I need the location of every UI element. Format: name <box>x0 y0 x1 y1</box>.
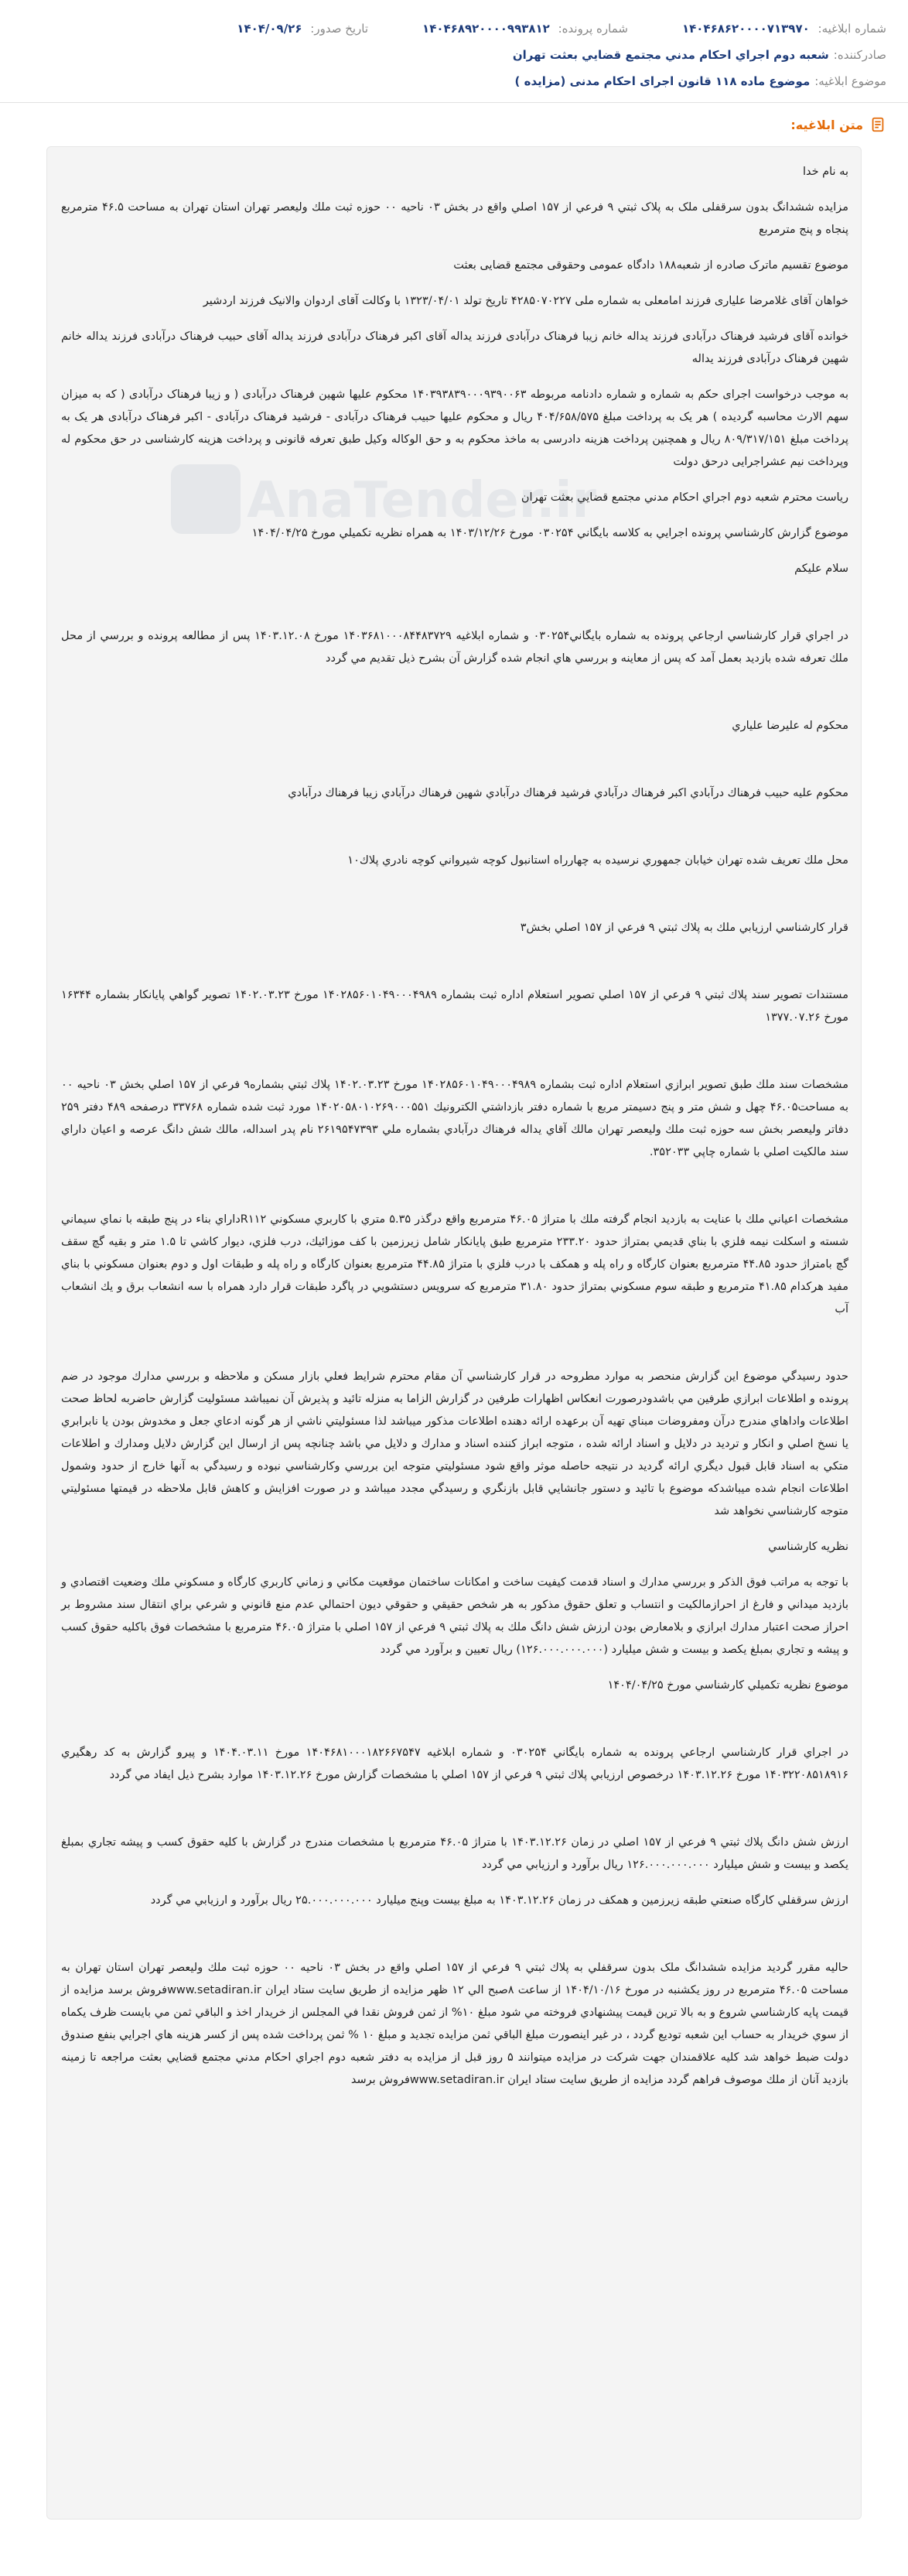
paragraph: ارزش شش دانگ پلاك ثبتي ۹ فرعي از ۱۵۷ اصلي در زمان ۱۴۰۳.۱۲.۲۶ با متراژ ۴۶.۰۵ مترمربع با مشخصات مندرج در گزارش با كليه حقوق كسب و پيشه تجاري بمبلغ يكصد و بيست و شش ميليارد ۱۲۶.۰۰۰.۰۰۰.۰۰۰ ريال برآورد و ارزيابي مي گردد <box>61 1836 848 1871</box>
issuer-row: صادرکننده: شعبه دوم اجراي احكام مدني مجتمع قضايي بعثت تهران <box>512 48 886 62</box>
notice-text-heading <box>0 103 908 146</box>
notice-number: شماره ابلاغیه: ۱۴۰۴۶۸۶۲۰۰۰۰۷۱۳۹۷۰ <box>681 22 886 36</box>
paragraph: محل ملك تعريف شده تهران خيابان جمهوري نرسيده به چهارراه استانبول كوچه شيرواني كوچه نادري پلاك۱۰ <box>347 854 848 867</box>
paragraph: قرار كارشناسي ارزيابي ملك به پلاك ثبتي ۹ فرعي از ۱۵۷ اصلي بخش۳ <box>520 922 848 934</box>
subject-value: موضوع ماده ۱۱۸ قانون اجرای احکام مدنی (مزایده ) <box>514 74 811 88</box>
issue-date: تاریخ صدور: ۱۴۰۴/۰۹/۲۶ <box>237 22 369 36</box>
paragraph: موضوع گزارش كارشناسي پرونده اجرايي به كلاسه بايگاني ۰۳۰۲۵۴ مورخ ۱۴۰۳/۱۲/۲۶ به همراه نظريه تكميلي مورخ ۱۴۰۴/۰۴/۲۵ <box>251 527 848 539</box>
paragraph: در اجراي قرار كارشناسي ارجاعي پرونده به شماره بايگاني ۰۳۰۲۵۴ و شماره ابلاغيه ۱۴۰۴۶۸۱۰۰۰۱۸۲۶۶۷۵۴۷ مورخ ۱۴۰۴.۰۳.۱۱ و پيرو گزارش به كد رهگيري ۱۴۰۳۲۲۰۸۵۱۸۹۱۶ مورخ ۱۴۰۳.۱۲.۲۶ درخصوص ارزيابي پلاك ثبتي ۹ فرعي از ۱۵۷ اصلي با مشخصات گزارش مورخ ۱۴۰۳.۱۲.۲۶ موارد بشرح ذيل ايفاد مي گردد <box>61 1746 848 1781</box>
paragraph: مشخصات سند ملك طبق تصوير ابرازي استعلام اداره ثبت بشماره ۱۴۰۲۸۵۶۰۱۰۴۹۰۰۰۴۹۸۹ مورخ ۱۴۰۲.۰۳.۲۳ پلاك ثبتي بشماره۹ فرعي از ۱۵۷ اصلي بخش ۰۳ ناحيه ۰۰ به مساحت۴۶.۰۵ چهل و شش متر و پنج دسيمتر مربع با شماره دفتر بازداشتي الكترونيك ۱۴۰۲۰۵۸۰۱۰۲۶۹۰۰۰۵۵۱ مورد ثبت شده شماره ۳۳۷۶۸ درصفحه ۴۸۹ دفتر ۲۵۹ دفاتر وليعصر بخش سه حوزه ثبت ملك وليعصر تهران مالك آقاي يداله فرهناك درآبادي بشماره ملي ۲۶۱۹۵۴۷۳۹۳ نام پدر اسداله، مالك شش دانگ عرصه و اعيان داراي سند مالكيت اصلي با شماره چاپي ۳۵۲۰۳۳. <box>61 1079 848 1158</box>
paragraph: حاليه مقرر گرديد مزايده ششدانگ ملک بدون سرقفلي به پلاك ثبتي ۹ فرعي از ۱۵۷ اصلي واقع در بخش ۰۳ ناحيه ۰۰ حوزه ثبت ملك وليعصر تهران استان تهران به مساحت ۴۶.۰۵ مترمربع در روز يكشنبه در مورخ ۱۴۰۴/۱۰/۱۶ از ساعت ۸صبح الي ۱۲ ظهر مزايده از طريق سايت ستاد ايران www.setadiran.irفروش برسد مزايده از قيمت پايه كارشناسي شروع و به بالا ترين قيمت پيشنهادي فروخته مي شود مبلغ ۱۰% از ثمن فروش نقدا في المجلس از خريدار اخذ و الباقي ثمن مي بايست ظرف يكماه از سوي خريدار به حساب اين شعبه توديع گردد ، در غير اينصورت مبلغ الباقي ثمن مزايده تجديد و مبلغ ۱۰ % ثمن پرداخت شده پس از كسر هزينه هاي اجرايي بنفع صندوق دولت ضبط خواهد شد كليه علاقمندان جهت شركت در مزايده ميتوانند ۵ روز قبل از مزايده به دفتر شعبه دوم اجراي احكام مدني مجتمع قضايي بعثت مراجعه تا زمينه بازديد آنان از ملك موصوف فراهم گردد مزايده از طريق سايت ستاد ايران www.setadiran.irفروش برسد <box>61 1962 849 2086</box>
paragraph: نظريه كارشناسي <box>768 1541 848 1553</box>
notice-text-card <box>46 146 862 2520</box>
notice-header <box>0 0 908 94</box>
watermark-text: AnaTender.ir <box>247 472 596 529</box>
notice-body <box>47 147 861 2112</box>
paragraph: سلام عليكم <box>794 563 848 575</box>
paragraph: مزايده ششدانگ بدون سرقفلی ملک به پلاک ثبتي ۹ فرعي از ۱۵۷ اصلي واقع در بخش ۰۳ ناحيه ۰۰ حوزه ثبت ملك وليعصر تهران استان تهران به مساحت ۴۶.۵ مترمربع پنجاه و پنج مترمربع <box>61 201 848 236</box>
notice-number-value: ۱۴۰۴۶۸۶۲۰۰۰۰۷۱۳۹۷۰ <box>681 22 810 36</box>
issue-date-value: ۱۴۰۴/۰۹/۲۶ <box>237 22 302 36</box>
paragraph: رياست محترم شعبه دوم اجراي احكام مدني مجتمع قضايي بعثت تهران <box>521 491 848 504</box>
notice-text-title: متن ابلاغیه: <box>790 117 863 132</box>
paragraph: موضوع نظريه تكميلي كارشناسي مورخ ۱۴۰۴/۰۴/۲۵ <box>607 1679 848 1692</box>
subject-row: موضوع ابلاغیه: موضوع ماده ۱۱۸ قانون اجرای احکام مدنی (مزایده ) <box>514 74 886 88</box>
paragraph: به موجب درخواست اجرای حکم به شماره و شماره دادنامه مربوطه ۱۴۰۳۹۳۸۳۹۰۰۰۹۳۹۰۰۶۳ محکوم علیها شهین فرهناک درآبادی ( و زیبا فرهناک درآبادی ( که به میزان سهم الارث محاسبه گردیده ) هر یک به پرداخت مبلغ ۴۰۴/۶۵۸/۵۷۵ ریال و محکوم علیها حبیب فرهناک درآبادی - فرشید فرهناک درآبادی - اکبر فرهناک درآبادی هر یک به پرداخت مبلغ ۸۰۹/۳۱۷/۱۵۱ ریال و همچنین پرداخت هزینه دادرسی به ماخذ محکوم به و حق الوکاله وکیل طبق تعرفه قانونی و پرداخت هزینه کارشناسی در حق محکوم له وپرداخت نیم عشراجرایی درحق دولت <box>61 388 849 468</box>
paragraph: محكوم عليه حبيب فرهناك درآبادي اكبر فرهناك درآبادي فرشيد فرهناك درآبادي شهين فرهناك درآبادي زيبا فرهناك درآبادي <box>288 787 848 799</box>
paragraph: خوانده آقای فرشید فرهناک درآبادی فرزند یداله خانم زیبا فرهناک درآبادی فرزند یداله آقای اکبر فرهناک درآبادی فرزند یداله آقای حبیب فرهناک درآبادی فرزند یداله خانم شهین فرهناک درآبادی فرزند یداله <box>61 330 848 365</box>
paragraph: در اجراي قرار كارشناسي ارجاعي پرونده به شماره بايگاني۰۳۰۲۵۴ و شماره ابلاغيه ۱۴۰۳۶۸۱۰۰۰۸۴۴۸۳۷۲۹ مورخ ۱۴۰۳.۱۲.۰۸ پس از مطالعه پرونده و بررسي از محل ملك تعرفه شده بازديد بعمل آمد كه پس از معاينه و بررسي هاي انجام شده گزارش آن بشرح ذيل تقديم مي گردد <box>61 630 849 665</box>
paragraph: مشخصات اعياني ملك با عنايت به بازديد انجام گرفته ملك با متراژ ۴۶.۰۵ مترمربع واقع درگذر ۵.۳۵ متري با كاربري مسكوني R۱۱۲داراي بناء در پنج طبقه با نماي سيماني شسته و اسكلت نيمه فلزي با بناي قديمي بمتراژ حدود ۲۳۳.۲۰ مترمربع طبق پايانكار شامل زيرزمين با كف موزائيك، درب فلزي، ديوار كاشي تا ۱.۵ متر و بقيه گچ سقف گچ بامتراژ حدود ۴۴.۸۵ مترمربع بعنوان كارگاه و راه پله و همكف با درب فلزي با متراژ ۴۴.۸۵ مترمربع بعنوان كارگاه و راه پله و طبقات اول و دوم بعنوان مسكوني با بناي مفيد هركدام ۴۱.۸۵ مترمربع و طبقه سوم مسكوني بمتراژ حدود ۳۱.۸۰ مترمربع كه سرويس دستشويي در پاگرد طبقات قرار دارد همراه با سه انشعاب برق و يك انشعاب آب <box>61 1213 849 1315</box>
paragraph: ارزش سرقفلي كارگاه صنعتي طبقه زيرزمين و همكف در زمان ۱۴۰۳.۱۲.۲۶ به مبلغ بيست وپنج ميليارد ۲۵.۰۰۰.۰۰۰.۰۰۰ ريال برآورد و ارزيابي مي گردد <box>150 1894 848 1907</box>
paragraph: محكوم له عليرضا علياري <box>732 720 848 732</box>
paragraph: مستندات تصوير سند پلاك ثبتي ۹ فرعي از ۱۵۷ اصلي تصوير استعلام اداره ثبت بشماره ۱۴۰۲۸۵۶۰۱۰۴۹۰۰۰۴۹۸۹ مورخ ۱۴۰۲.۰۳.۲۳ تصوير گواهي پايانكار بشماره ۱۶۳۴۴ مورخ ۱۳۷۷.۰۷.۲۶ <box>61 989 848 1024</box>
case-number-value: ۱۴۰۴۶۸۹۲۰۰۰۰۹۹۳۸۱۲ <box>422 22 550 36</box>
notice-meta-row <box>22 15 886 42</box>
paragraph: با توجه به مراتب فوق الذكر و بررسي مدارك و اسناد قدمت كيفيت ساخت و امكانات ساختمان موقعيت مكاني و زماني كاربري كارگاه و مسكوني ملك وضعيت اقتصادي و بازديد ميداني و فارغ از احرازمالكيت و انتساب و تعلق حقوق مذكور به هر شخص حقيقي و حقوقي دیون احتمالي عدم منع قانوني و شرعي براي انتقال سند مشروط بر احراز صحت اعتبار مدارك ابرازي و بلامعارض بودن ارزش شش دانگ ملك به پلاك ثبتي ۹ فرعي از ۱۵۷ اصلي با متراژ ۴۶.۰۵ مترمربع با مشخصات فوق باكليه حقوق كسب و پيشه و تجاري بمبلغ يكصد و بيست و شش ميليارد (۱۲۶.۰۰۰.۰۰۰.۰۰۰) ريال تعيين و برآورد مي گردد <box>61 1576 848 1656</box>
document-icon <box>869 116 886 133</box>
case-number: شماره پرونده: ۱۴۰۴۶۸۹۲۰۰۰۰۹۹۳۸۱۲ <box>422 22 628 36</box>
paragraph: حدود رسيدگي موضوع اين گزارش منحصر به موارد مطروحه در قرار كارشناسي آن مقام محترم شرايط فعلي بازار مسكن و ملاحظه و بررسي مدارك موجود در ضم پرونده و اطلاعات ابرازي طرفين مي باشدودرصورت انعكاس اظهارات طرفين در گزارش الزاما به منزله تائيد و پذيرش آن نميباشد مسئوليت گزارش حاضربه لحاظ صحت اطلاعات واداهاي مندرج درآن ومفروضات مبناي تهيه آن برعهده ارائه دهنده اطلاعات مذكور ميباشد لذا مسئوليتي ناشي از هر گونه ادعاي جعل و مخدوش بودن يا نابرابري يا نسخ اصلي و انكار و ترديد در دلايل و اسناد ارائه شده ، متوجه ابراز كننده اسناد و مدارك و دلايل مي باشد چنانچه پس از ارسال اين گزارش دلايل ومدارك و اطلاعات متكي به اسناد قابل قبول ديگري ارائه گرديد در نتيجه حاصله موثر واقع شود مسئوليتي متوجه اين بررسي وكارشناسي نبوده و رسيدگي به آنها خارج از حدود وشمول اطلاعات انجام شده ميباشدكه موضوع با تائيد و دستور جانشايي قابل بازنگري و رسيدگي مجدد ميباشد و در صورت افزايش و كاهش قابل ملاحظه در قيمتها مسئوليتي متوجه كارشناسي نخواهد شد <box>61 1370 848 1517</box>
paragraph: خواهان آقای غلامرضا علیاری فرزند امامعلی به شماره ملی ۴۲۸۵۰۷۰۲۲۷ تاریخ تولد ۱۳۲۳/۰۴/۰۱ با وکالت آقای اردوان والانیک فرزند اردشیر <box>203 295 848 307</box>
paragraph: موضوع تقسیم ماترک صادره از شعبه۱۸۸ دادگاه عمومی وحقوقی مجتمع قضایی بعثت <box>453 259 848 272</box>
paragraph: به نام خدا <box>802 166 848 178</box>
issuer-value: شعبه دوم اجراي احكام مدني مجتمع قضايي بعثت تهران <box>512 48 829 62</box>
